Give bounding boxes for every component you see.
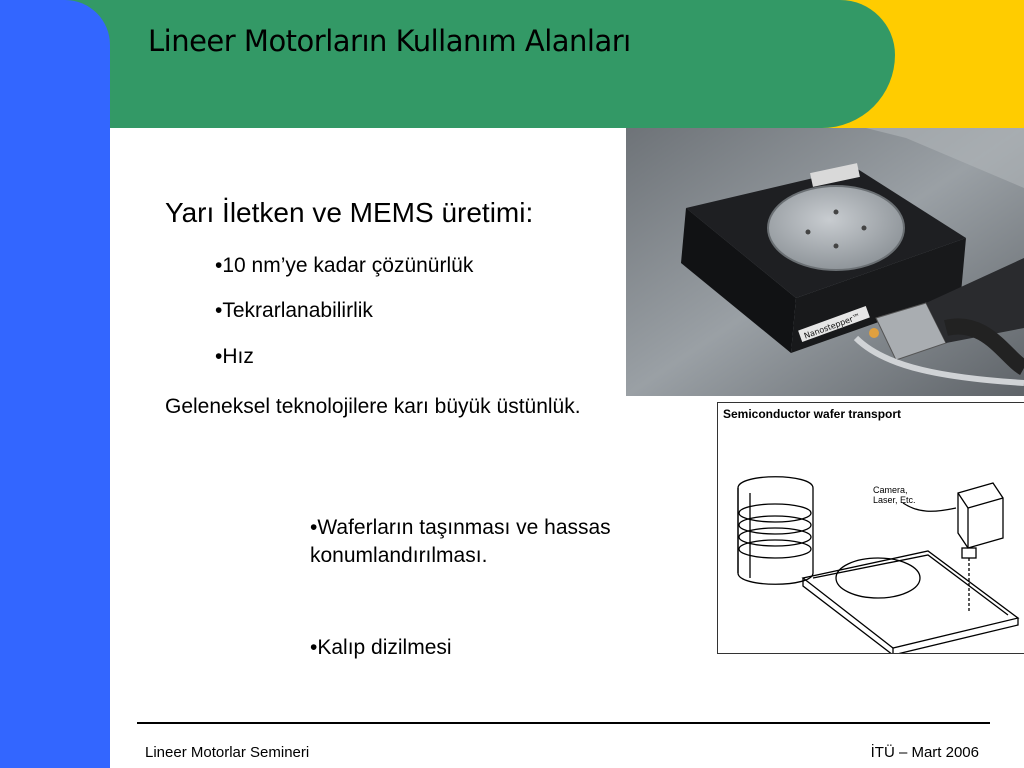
- footer-right: İTÜ – Mart 2006: [870, 744, 979, 761]
- left-blue-band: [0, 0, 110, 768]
- bullet-wafer-transport: •Waferların taşınması ve hassas konumlandırılması.: [310, 516, 611, 567]
- nanostepper-photo: [626, 128, 1024, 396]
- footer-divider: [137, 722, 990, 724]
- advantage-paragraph: Geleneksel teknolojilere karı büyük üstünlük.: [165, 395, 581, 418]
- bullet-speed: •Hız: [215, 345, 254, 368]
- bullet-repeatability: •Tekrarlanabilirlik: [215, 299, 373, 322]
- nanostepper-label: Nanostepper™: [802, 311, 862, 341]
- slide-title: Lineer Motorların Kullanım Alanları: [148, 24, 631, 58]
- content-heading: Yarı İletken ve MEMS üretimi:: [165, 197, 534, 228]
- bullet-die-placement: •Kalıp dizilmesi: [310, 636, 452, 659]
- wafer-transport-diagram: [717, 402, 1024, 654]
- diagram-camera-label: Camera, Laser, Etc.: [873, 485, 916, 505]
- footer-left: Lineer Motorlar Semineri: [145, 744, 310, 761]
- header-green-band: [0, 0, 895, 128]
- bullet-resolution: •10 nm’ye kadar çözünürlük: [215, 254, 474, 277]
- diagram-title: Semiconductor wafer transport: [723, 407, 902, 421]
